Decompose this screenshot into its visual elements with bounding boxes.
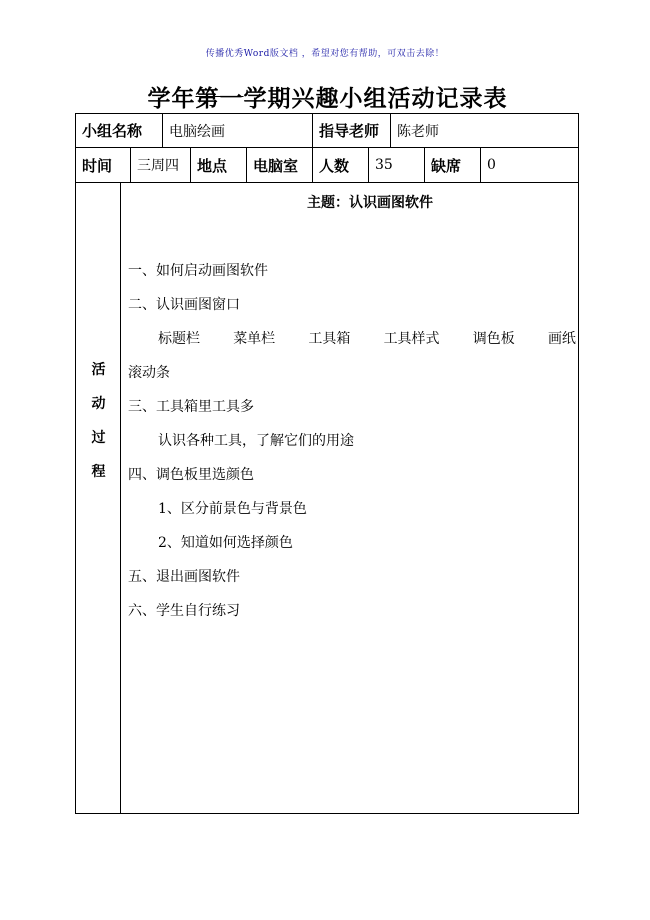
activity-process-label: [76, 353, 121, 489]
teacher-value: 陈老师: [397, 123, 439, 140]
activity-item-3-detail: 认识各种工具，了解它们的用途: [158, 433, 354, 449]
tool-item: 调色板: [472, 331, 515, 347]
group-name-label: 小组名称: [82, 122, 143, 140]
count-label: 人数: [319, 156, 350, 175]
place-value: 电脑室: [253, 156, 299, 175]
activity-item-4-detail-2: 2、知道如何选择颜色: [158, 535, 293, 551]
time-label: 时间: [82, 156, 113, 175]
activity-content: [122, 183, 578, 813]
absent-value: 0: [487, 157, 496, 173]
activity-item-2: 二、认识画图窗口: [128, 297, 240, 313]
activity-item-6: 六、学生自行练习: [128, 603, 240, 619]
tool-list: [158, 328, 576, 348]
header-note: 传播优秀Word版文档 ，希望对您有帮助，可双击去除！: [205, 49, 445, 59]
activity-section: [75, 182, 579, 814]
tool-item: 工具箱: [308, 331, 351, 347]
tool-item: 标题栏: [158, 331, 200, 347]
place-label: 地点: [197, 156, 228, 175]
side-char: 活: [91, 362, 106, 378]
group-name-value: 电脑绘画: [169, 123, 225, 140]
absent-label: 缺席: [431, 156, 462, 175]
side-char: 过: [91, 430, 106, 446]
tool-item: 工具样式: [383, 331, 440, 347]
activity-theme: 主题：认识画图软件: [307, 195, 433, 211]
activity-item-5: 五、退出画图软件: [128, 569, 240, 585]
tool-item: 菜单栏: [233, 331, 276, 347]
title-prefix: 学年: [147, 85, 196, 112]
activity-item-4: 四、调色板里选颜色: [128, 467, 254, 483]
count-value: 35: [375, 157, 393, 173]
activity-item-1: 一、如何启动画图软件: [128, 263, 268, 279]
info-row-details: [75, 147, 579, 183]
side-char: 动: [91, 396, 106, 412]
activity-item-3: 三、工具箱里工具多: [128, 399, 254, 415]
page-title: [75, 80, 580, 113]
activity-side-column: [76, 183, 121, 813]
teacher-label: 指导老师: [319, 122, 380, 140]
info-row-group: [75, 113, 579, 148]
side-char: 程: [91, 464, 106, 480]
activity-item-4-detail-1: 1、区分前景色与背景色: [158, 501, 307, 517]
tool-item: 画纸: [547, 331, 576, 347]
tool-list-continued: 滚动条: [128, 365, 170, 381]
time-value: 三周四: [137, 158, 179, 174]
title-underlined: 第一: [195, 85, 244, 112]
title-suffix: 学期兴趣小组活动记录表: [243, 85, 508, 112]
